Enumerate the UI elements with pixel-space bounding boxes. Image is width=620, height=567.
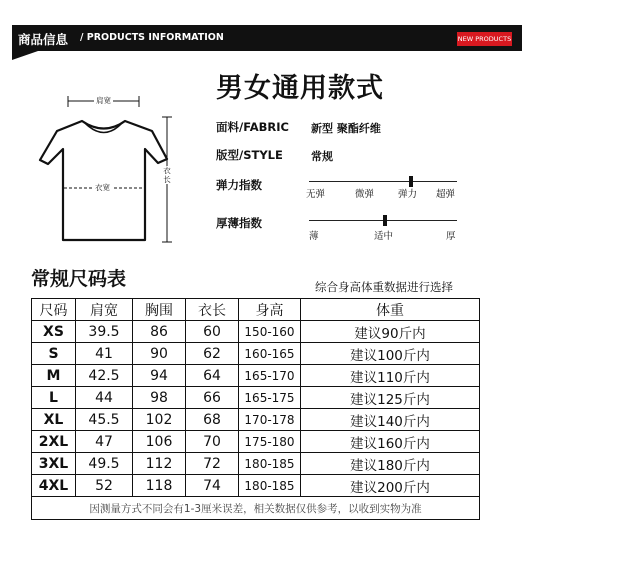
column-header: 身高 xyxy=(239,299,301,321)
size-chart-note: 综合身高体重数据进行选择 xyxy=(315,280,453,294)
thickness-tick-thin: 薄 xyxy=(309,231,319,242)
table-cell: 106 xyxy=(133,431,186,453)
column-header: 体重 xyxy=(301,299,480,321)
tshirt-outline-icon xyxy=(40,121,167,240)
table-cell-size: S xyxy=(32,343,76,365)
table-cell: 175-180 xyxy=(239,431,301,453)
table-cell: 62 xyxy=(186,343,239,365)
table-cell: 建议140斤内 xyxy=(301,409,480,431)
table-row xyxy=(32,343,480,365)
table-cell: 70 xyxy=(186,431,239,453)
table-cell: 118 xyxy=(133,475,186,497)
column-header: 肩宽 xyxy=(76,299,133,321)
size-chart-title: 常规尺码表 xyxy=(31,268,127,290)
table-row xyxy=(32,321,480,343)
table-cell: 建议200斤内 xyxy=(301,475,480,497)
length-label-text: 衣长 xyxy=(163,166,171,184)
disclaimer-text: 因测量方式不同会有1-3厘米误差，相关数据仅供参考，以收到实物为准 xyxy=(32,497,480,520)
table-cell-size: M xyxy=(32,365,76,387)
table-cell: 建议125斤内 xyxy=(301,387,480,409)
table-cell: 60 xyxy=(186,321,239,343)
table-cell: 41 xyxy=(76,343,133,365)
elasticity-tick-super: 超弹 xyxy=(436,189,456,200)
table-cell: 170-178 xyxy=(239,409,301,431)
new-products-badge: NEW PRODUCTS xyxy=(457,32,512,46)
table-cell-size: XL xyxy=(32,409,76,431)
elasticity-tick-none: 无弹 xyxy=(306,189,326,200)
table-header-row xyxy=(32,299,480,321)
table-cell: 39.5 xyxy=(76,321,133,343)
table-cell: 165-170 xyxy=(239,365,301,387)
style-title: 男女通用款式 xyxy=(216,73,384,104)
table-cell: 72 xyxy=(186,453,239,475)
column-header: 衣长 xyxy=(186,299,239,321)
style-value: 常规 xyxy=(311,150,333,163)
table-cell: 42.5 xyxy=(76,365,133,387)
table-row xyxy=(32,475,480,497)
table-row xyxy=(32,409,480,431)
table-cell: 180-185 xyxy=(239,453,301,475)
table-row xyxy=(32,453,480,475)
table-cell: 建议100斤内 xyxy=(301,343,480,365)
thickness-label: 厚薄指数 xyxy=(216,216,262,230)
table-cell: 66 xyxy=(186,387,239,409)
table-cell-size: 2XL xyxy=(32,431,76,453)
disclaimer-row xyxy=(32,497,480,520)
table-cell: 180-185 xyxy=(239,475,301,497)
size-table xyxy=(31,298,480,520)
table-cell: 建议180斤内 xyxy=(301,453,480,475)
table-cell: 44 xyxy=(76,387,133,409)
thickness-tick-medium: 适中 xyxy=(374,231,394,242)
table-cell: 98 xyxy=(133,387,186,409)
table-cell-size: 4XL xyxy=(32,475,76,497)
table-cell: 150-160 xyxy=(239,321,301,343)
elasticity-scale-line xyxy=(309,181,457,182)
header-subtitle: / PRODUCTS INFORMATION xyxy=(80,32,224,43)
table-cell: 94 xyxy=(133,365,186,387)
elasticity-label: 弹力指数 xyxy=(216,178,262,192)
table-cell: 建议160斤内 xyxy=(301,431,480,453)
table-cell: 102 xyxy=(133,409,186,431)
table-cell: 112 xyxy=(133,453,186,475)
thickness-marker xyxy=(383,215,387,226)
column-header: 尺码 xyxy=(32,299,76,321)
thickness-tick-thick: 厚 xyxy=(446,231,456,242)
elasticity-tick-slight: 微弹 xyxy=(355,189,375,200)
header-title: 商品信息 xyxy=(18,32,69,47)
table-cell: 49.5 xyxy=(76,453,133,475)
table-cell: 90 xyxy=(133,343,186,365)
style-label: 版型/STYLE xyxy=(216,148,283,162)
table-cell-size: 3XL xyxy=(32,453,76,475)
chest-label: 衣宽 xyxy=(95,183,110,192)
table-cell-size: L xyxy=(32,387,76,409)
fabric-value: 新型 聚酯纤维 xyxy=(311,122,381,135)
table-cell: 建议90斤内 xyxy=(301,321,480,343)
table-cell: 45.5 xyxy=(76,409,133,431)
table-cell: 68 xyxy=(186,409,239,431)
table-row xyxy=(32,431,480,453)
table-cell: 建议110斤内 xyxy=(301,365,480,387)
shoulder-label: 肩宽 xyxy=(96,96,111,105)
table-cell: 64 xyxy=(186,365,239,387)
elasticity-tick-elastic: 弹力 xyxy=(398,189,418,200)
table-cell-size: XS xyxy=(32,321,76,343)
table-cell: 47 xyxy=(76,431,133,453)
table-row xyxy=(32,365,480,387)
table-row xyxy=(32,387,480,409)
fabric-label: 面料/FABRIC xyxy=(216,120,289,134)
tshirt-diagram xyxy=(0,0,200,260)
column-header: 胸围 xyxy=(133,299,186,321)
table-cell: 52 xyxy=(76,475,133,497)
table-cell: 86 xyxy=(133,321,186,343)
table-cell: 74 xyxy=(186,475,239,497)
table-cell: 165-175 xyxy=(239,387,301,409)
length-label xyxy=(162,166,172,184)
table-cell: 160-165 xyxy=(239,343,301,365)
